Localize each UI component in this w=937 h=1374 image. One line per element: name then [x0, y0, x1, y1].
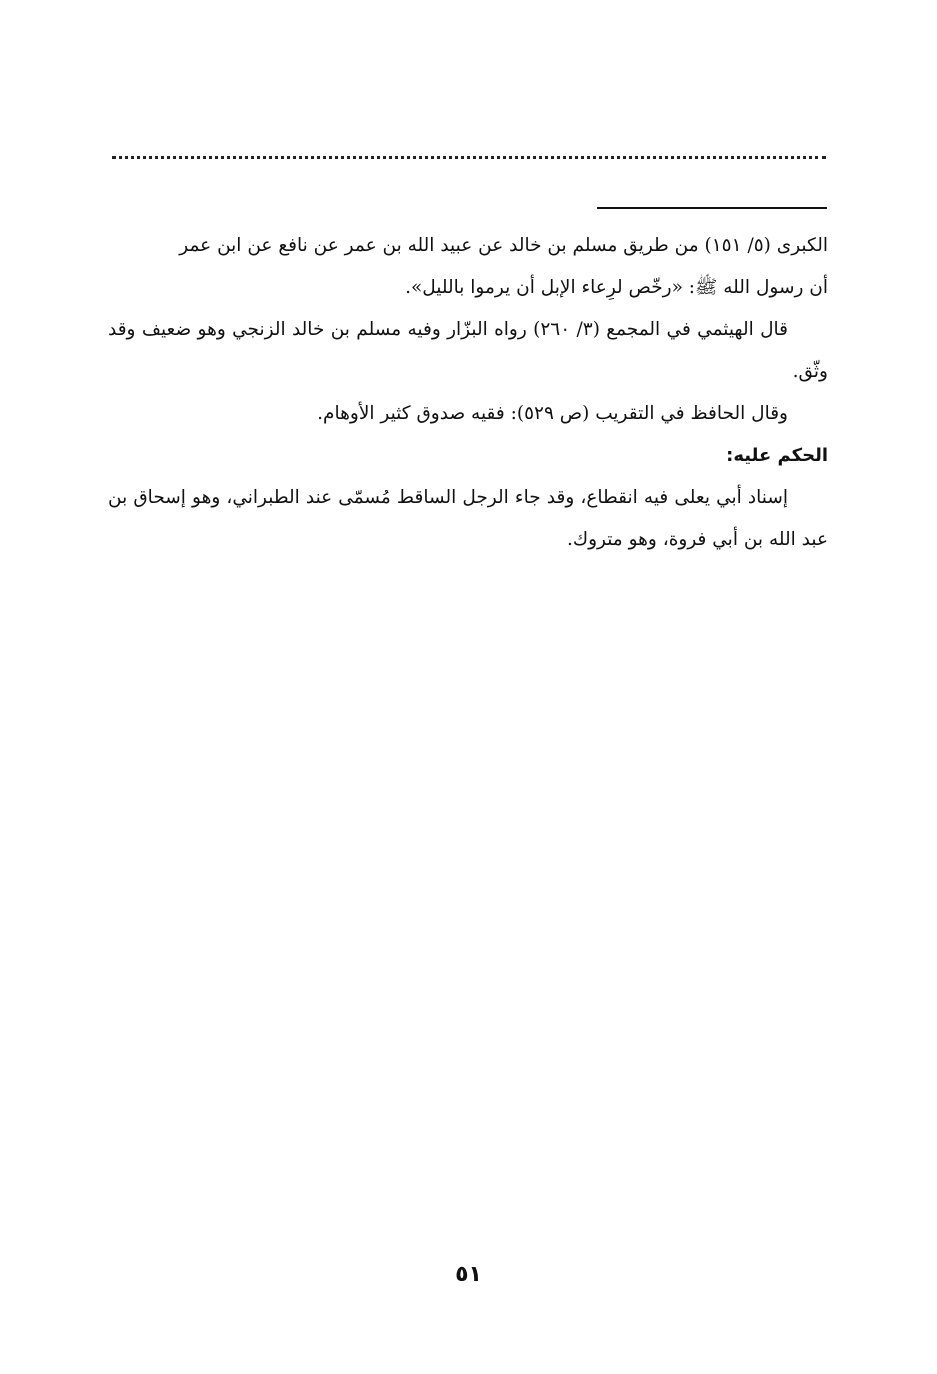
taqrib-paragraph: وقال الحافظ في التقريب (ص ٥٢٩): فقيه صدوق كثير الأوهام. [317, 403, 788, 424]
footnote-rule [597, 207, 827, 209]
ruling-heading: الحكم عليه: [726, 445, 828, 466]
page-number: ٥١ [455, 1262, 482, 1287]
footnote-line-2: أن رسول الله ﷺ: «رخّص لرِعاء الإبل أن يرموا بالليل». [405, 277, 828, 298]
footnote-line-1: الكبرى (٥/ ١٥١) من طريق مسلم بن خالد عن عبيد الله بن عمر عن نافع عن ابن عمر [179, 235, 828, 256]
haythami-paragraph: قال الهيثمي في المجمع (٣/ ٢٦٠) رواه البزّار وفيه مسلم بن خالد الزنجي وهو ضعيف وقد وثّق. [108, 319, 828, 382]
ruling-paragraph: إسناد أبي يعلى فيه انقطاع، وقد جاء الرجل الساقط مُسمّى عند الطبراني، وهو إسحاق بن عبد الله بن أبي فروة، وهو متروك. [108, 487, 828, 550]
dotted-separator [112, 156, 826, 159]
footnote-body [108, 225, 828, 561]
